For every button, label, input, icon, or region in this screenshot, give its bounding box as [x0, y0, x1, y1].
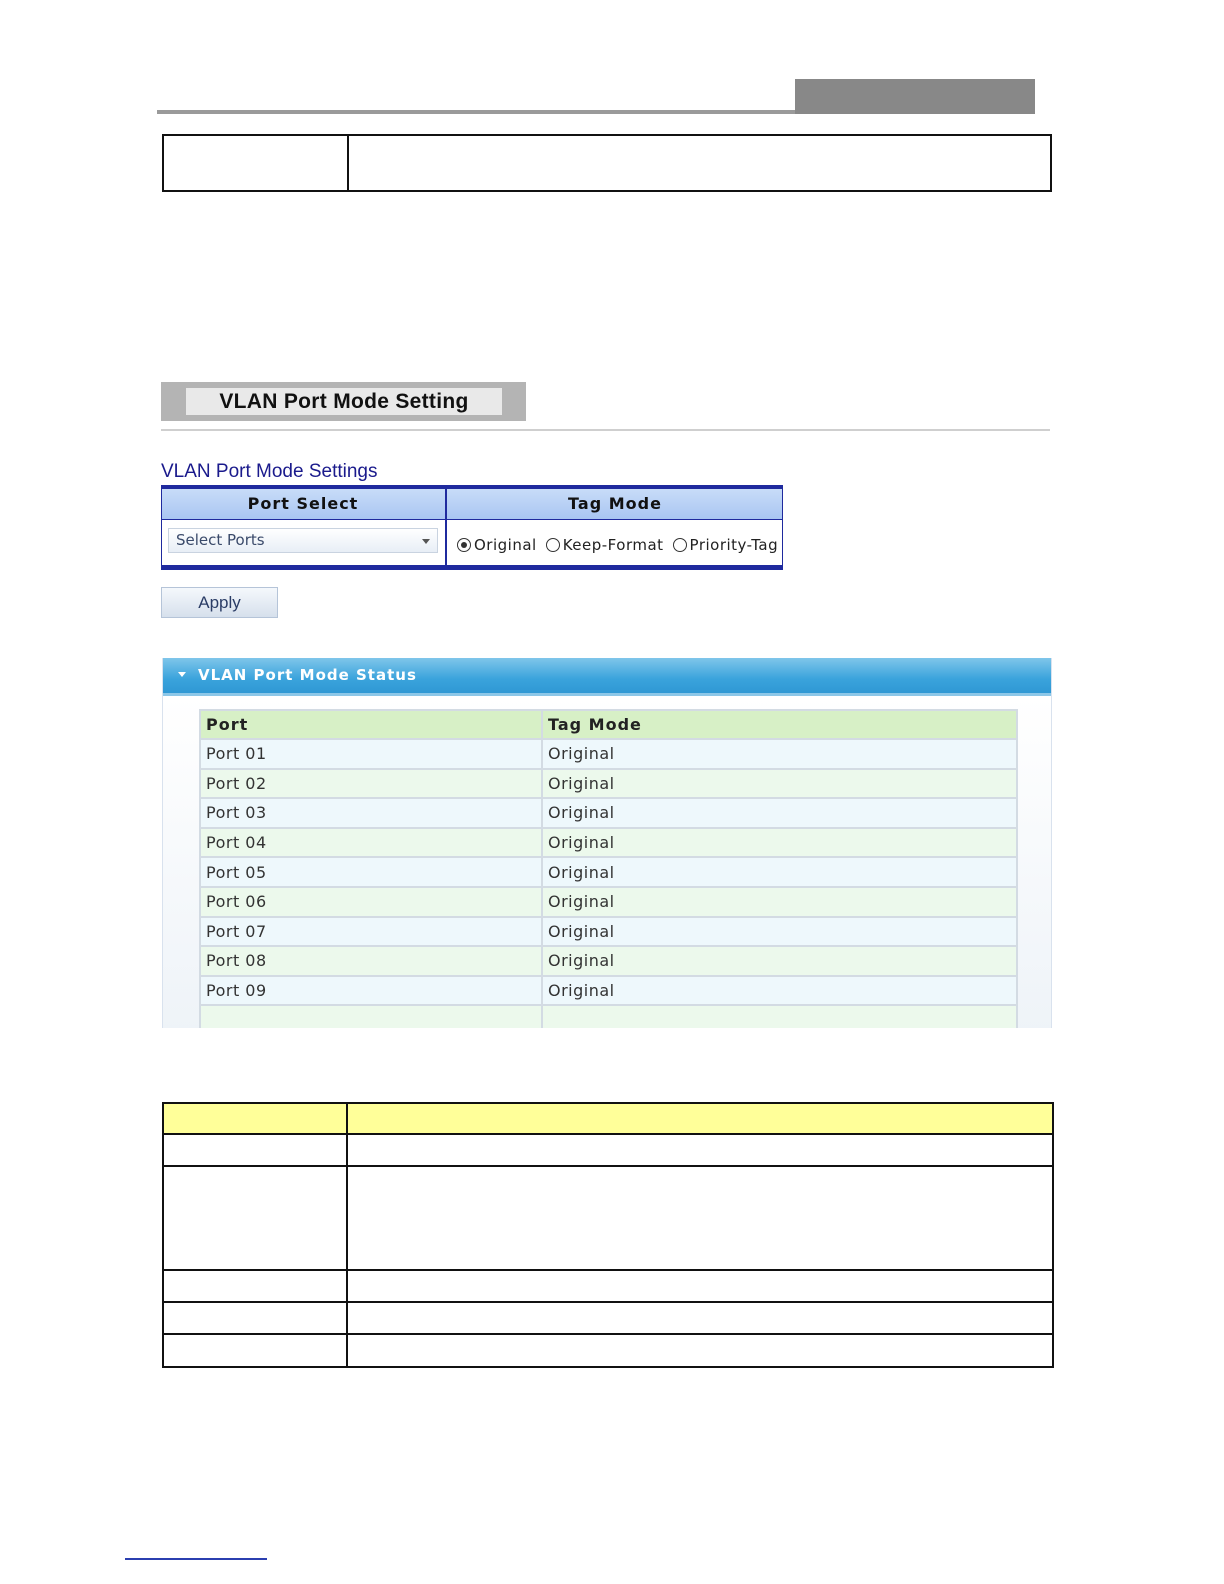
port-cell: Port 05 — [200, 857, 542, 887]
description-row — [163, 1134, 1053, 1166]
description-cell — [163, 1270, 347, 1302]
description-table — [162, 1102, 1054, 1368]
tag-mode-cell: Original — [542, 739, 1017, 769]
radio-unchecked-icon[interactable] — [546, 538, 560, 552]
description-cell — [347, 1166, 1053, 1270]
port-select-header: Port Select — [247, 494, 359, 513]
status-panel-title: VLAN Port Mode Status — [198, 666, 417, 684]
port-cell: Port 01 — [200, 739, 542, 769]
tag-mode-cell: Original — [542, 946, 1017, 976]
radio-keep-format-label: Keep-Format — [562, 535, 664, 554]
status-panel-header[interactable] — [163, 658, 1051, 696]
section-divider — [161, 429, 1050, 431]
tag-mode-cell: Original — [542, 769, 1017, 799]
doc-table-divider — [347, 136, 349, 190]
description-cell — [347, 1270, 1053, 1302]
port-cell — [200, 1005, 542, 1028]
port-cell: Port 03 — [200, 798, 542, 828]
port-cell: Port 07 — [200, 917, 542, 947]
settings-table — [161, 485, 783, 570]
description-row — [163, 1166, 1053, 1270]
status-panel — [162, 658, 1052, 1028]
page-header-block — [795, 79, 1035, 114]
column-header-port: Port — [200, 710, 542, 739]
tag-mode-cell — [542, 1005, 1017, 1028]
doc-table-fragment — [162, 134, 1052, 192]
page-header-rule — [157, 110, 797, 114]
table-row — [200, 739, 1017, 769]
description-row — [163, 1270, 1053, 1302]
description-cell — [163, 1302, 347, 1334]
tag-mode-cell: Original — [542, 798, 1017, 828]
table-row — [200, 976, 1017, 1006]
select-ports-dropdown[interactable] — [168, 528, 438, 553]
table-row — [200, 828, 1017, 858]
settings-title: VLAN Port Mode Settings — [161, 461, 378, 482]
table-header-row — [200, 710, 1017, 739]
port-cell: Port 08 — [200, 946, 542, 976]
radio-priority-tag-label: Priority-Tag — [689, 535, 779, 554]
radio-unchecked-icon[interactable] — [673, 538, 687, 552]
description-header-cell — [163, 1103, 347, 1134]
apply-button[interactable]: Apply — [161, 587, 278, 618]
description-cell — [347, 1334, 1053, 1367]
radio-priority-tag[interactable] — [673, 536, 788, 554]
table-row — [200, 946, 1017, 976]
tag-mode-cell: Original — [542, 917, 1017, 947]
settings-bottom-bar — [161, 565, 783, 570]
table-row — [200, 857, 1017, 887]
radio-checked-icon[interactable] — [457, 538, 471, 552]
radio-original[interactable] — [457, 536, 546, 554]
tag-mode-cell: Original — [542, 976, 1017, 1006]
tag-mode-cell: Original — [542, 887, 1017, 917]
collapse-arrow-icon[interactable] — [178, 672, 186, 677]
port-status-table — [199, 709, 1018, 1028]
description-cell — [163, 1334, 347, 1367]
port-cell: Port 02 — [200, 769, 542, 799]
footer-link-underline — [125, 1558, 267, 1560]
radio-original-label: Original — [474, 535, 537, 554]
select-ports-value: Select Ports — [176, 531, 265, 549]
description-cell — [347, 1134, 1053, 1166]
section-banner — [161, 382, 526, 421]
description-cell — [163, 1134, 347, 1166]
table-row — [200, 1005, 1017, 1028]
section-banner-title: VLAN Port Mode Setting — [186, 388, 502, 415]
port-cell: Port 04 — [200, 828, 542, 858]
table-row — [200, 887, 1017, 917]
description-cell — [163, 1166, 347, 1270]
description-header-cell — [347, 1103, 1053, 1134]
description-row — [163, 1334, 1053, 1367]
tag-mode-radio-group — [457, 535, 787, 554]
port-cell: Port 06 — [200, 887, 542, 917]
description-cell — [347, 1302, 1053, 1334]
tag-mode-cell: Original — [542, 828, 1017, 858]
radio-keep-format[interactable] — [546, 536, 673, 554]
table-row — [200, 769, 1017, 799]
table-row — [200, 917, 1017, 947]
chevron-down-icon — [422, 539, 430, 544]
description-row — [163, 1302, 1053, 1334]
column-header-tag-mode: Tag Mode — [542, 710, 1017, 739]
tag-mode-cell: Original — [542, 857, 1017, 887]
status-panel-body — [163, 696, 1051, 1028]
description-header-row — [163, 1103, 1053, 1134]
port-cell: Port 09 — [200, 976, 542, 1006]
table-row — [200, 798, 1017, 828]
tag-mode-header: Tag Mode — [568, 494, 662, 513]
